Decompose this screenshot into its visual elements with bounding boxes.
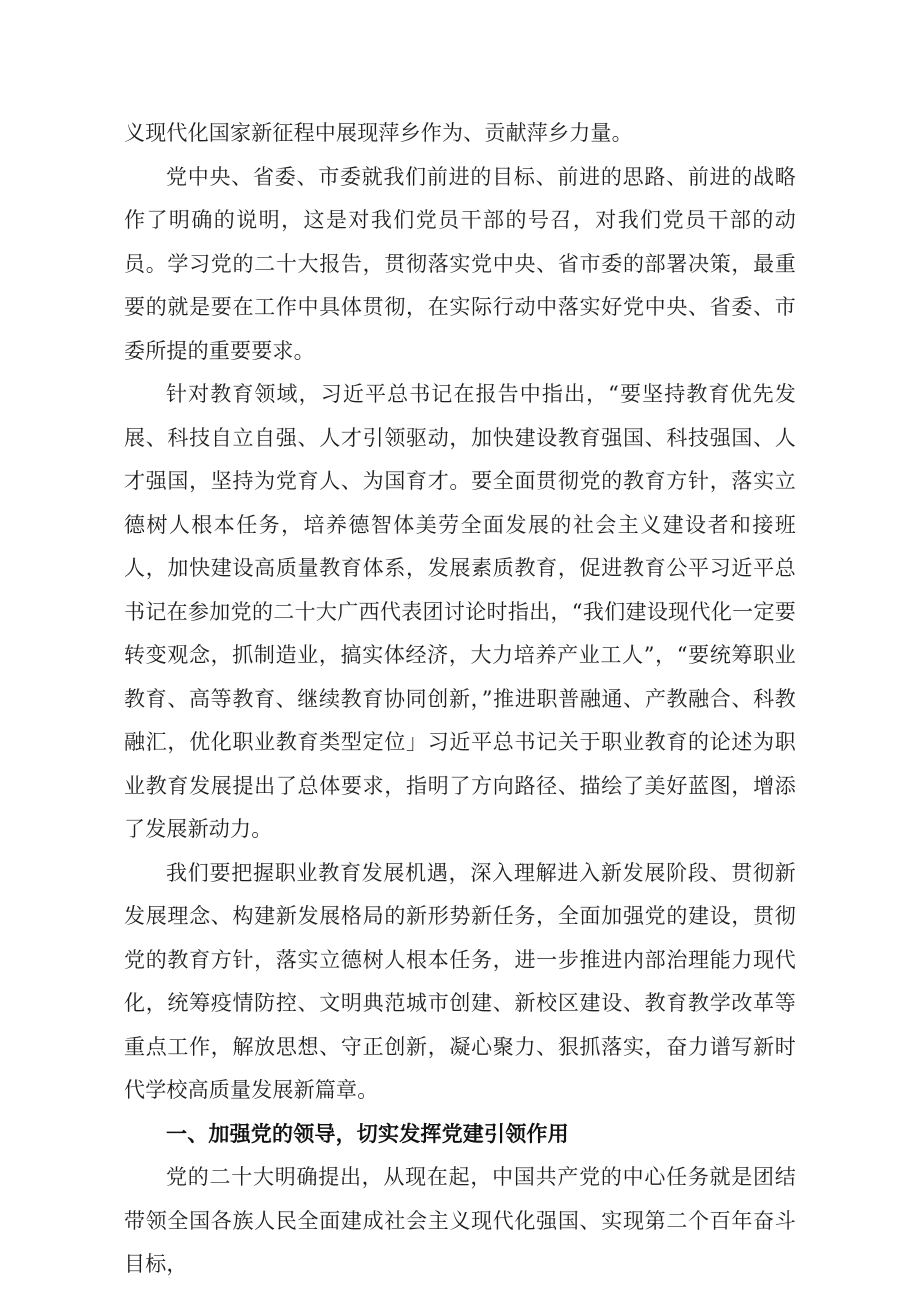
paragraph-2: 党中央、省委、市委就我们前进的目标、前进的思路、前进的战略作了明确的说明，这是对我们党员干部的号召，对我们党员干部的动员。学习党的二十大报告，贯彻落实党中央、省市委的部署决策，最重要的就是要在工作中具体贯彻，在实际行动中落实好党中央、省委、市委所提的重要要求。 [124, 164, 796, 363]
section-heading: 一、加强党的领导，切实发挥党建引领作用 [166, 1121, 569, 1146]
paragraph-5: 党的二十大明确提出，从现在起，中国共产党的中心任务就是团结带领全国各族人民全面建成社会主义现代化强国、实现第二个百年奋斗目标， [124, 1165, 796, 1276]
paragraph-1: 义现代化国家新征程中展现萍乡作为、贡献萍乡力量。 [124, 121, 633, 145]
paragraph-4: 我们要把握职业教育发展机遇，深入理解进入新发展阶段、贯彻新发展理念、构建新发展格局的新形势新任务，全面加强党的建设，贯彻党的教育方针，落实立德树人根本任务，进一步推进内部治理能力现代化，统筹疫情防控、文明典范城市创建、新校区建设、教育教学改革等重点工作，解放思想、守正创新，凝心聚力、狠抓落实，奋力谱写新时代学校高质量发展新篇章。 [124, 860, 796, 1102]
document-body [124, 112, 796, 1287]
paragraph-3: 针对教育领域，习近平总书记在报告中指出，“要坚持教育优先发展、科技自立自强、人才引领驱动，加快建设教育强国、科技强国、人才强国，坚持为党育人、为国育才。要全面贯彻党的教育方针，落实立德树人根本任务，培养德智体美劳全面发展的社会主义建设者和接班人，加快建设高质量教育体系，发展素质教育，促进教育公平习近平总书记在参加党的二十大广西代表团讨论时指出，“我们建设现代化一定要转变观念，抓制造业，搞实体经济，大力培养产业工人”，“要统筹职业教育、高等教育、继续教育协同创新，”推进职普融通、产教融合、科教融汇，优化职业教育类型定位」习近平总书记关于职业教育的论述为职业教育发展提出了总体要求，指明了方向路径、描绘了美好蓝图，增添了发展新动力。 [124, 382, 796, 841]
